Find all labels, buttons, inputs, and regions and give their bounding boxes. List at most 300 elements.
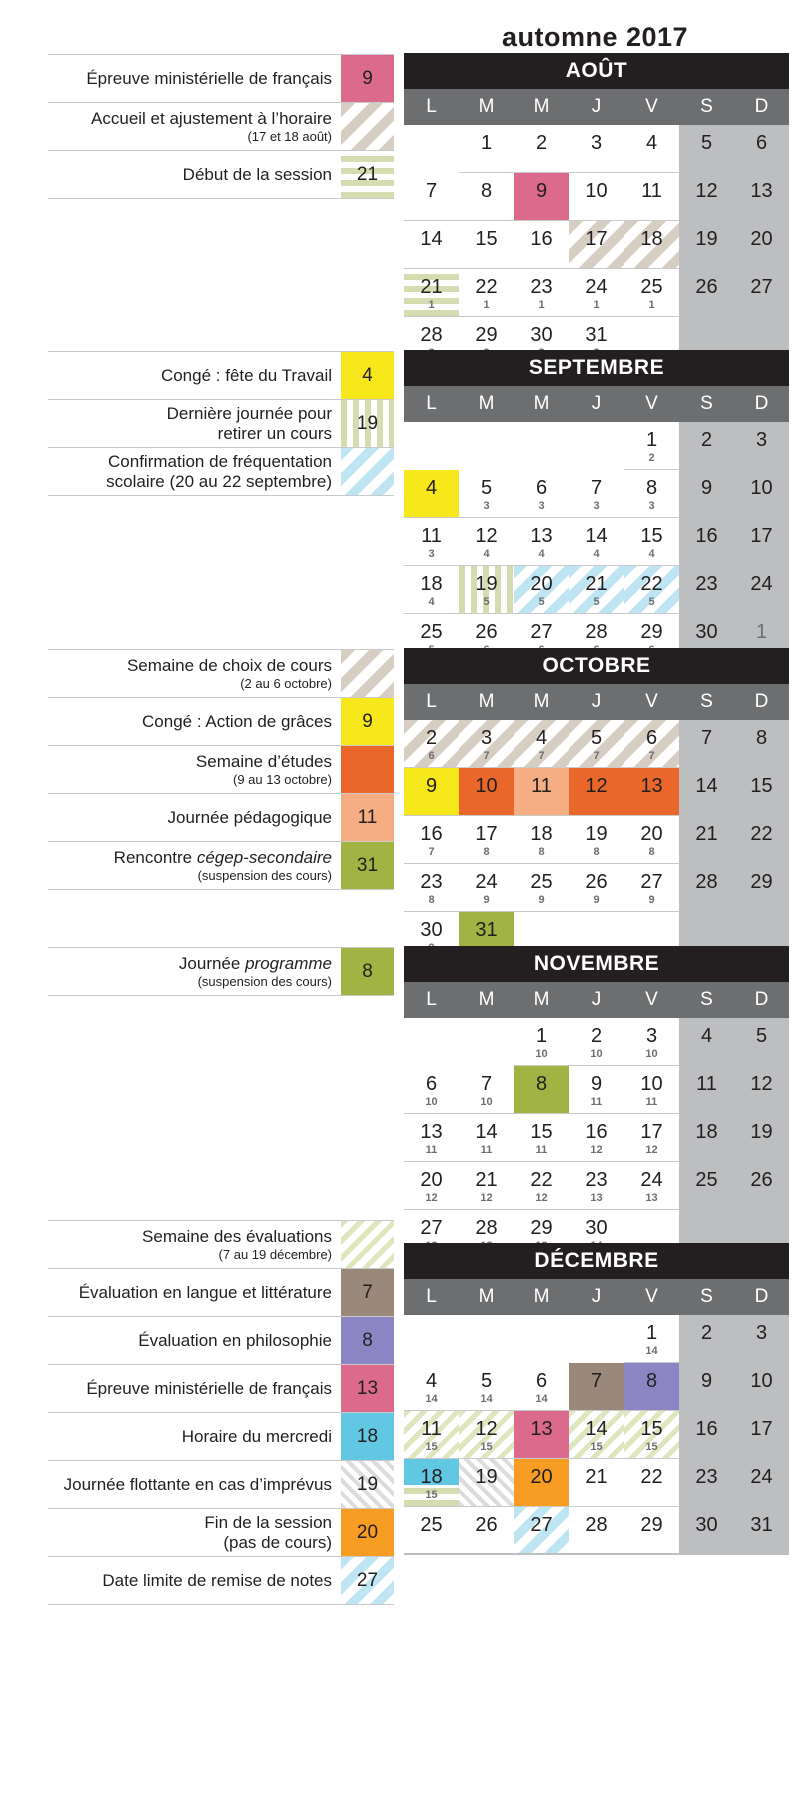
day-cell (514, 720, 569, 768)
legend-sublabel: retirer un cours (217, 423, 332, 443)
legend-text (161, 352, 332, 399)
day-cell (459, 470, 514, 518)
solid-orange-swatch-icon (341, 746, 394, 793)
day-number: 17 (585, 228, 608, 250)
day-cell (569, 816, 624, 864)
week-number: 2 (648, 452, 655, 464)
empty-cell (459, 422, 514, 470)
empty-cell (404, 422, 459, 470)
day-number: 6 (755, 132, 768, 154)
weekday-label: V (645, 1286, 658, 1307)
day-cell (734, 816, 789, 864)
week-number: 4 (538, 548, 545, 560)
day-cell (569, 720, 624, 768)
day-number: 28 (695, 871, 718, 893)
legend-4 (48, 1221, 394, 1605)
day-number: 27 (530, 1514, 553, 1536)
day-cell (459, 173, 514, 221)
day-cell (569, 1411, 624, 1459)
day-number: 23 (695, 573, 718, 595)
day-cell (404, 1507, 459, 1555)
legend-label: Congé : Action de grâces (142, 711, 332, 731)
weekday-label: J (591, 393, 602, 414)
weekday-label: D (754, 393, 769, 414)
weekday-label: V (645, 96, 658, 117)
diagonal-taupe-stripes-icon (341, 103, 394, 150)
month-name: SEPTEMBRE (404, 350, 789, 386)
day-cell (624, 1315, 679, 1363)
legend-text (167, 400, 332, 447)
day-cell (734, 1162, 789, 1210)
day-cell (514, 1018, 569, 1066)
day-number: 29 (640, 1514, 663, 1536)
empty-cell (569, 422, 624, 470)
weekday-header (404, 386, 789, 422)
day-cell (404, 1162, 459, 1210)
day-number: 4 (535, 727, 548, 749)
weekday-label: M (533, 1286, 550, 1307)
day-number: 21 (585, 573, 608, 595)
day-cell (734, 566, 789, 614)
day-number: 18 (640, 228, 663, 250)
day-number: 19 (475, 1466, 498, 1488)
week-number: 7 (648, 750, 655, 762)
day-cell (679, 269, 734, 317)
weekday-label: S (700, 691, 713, 712)
day-number: 1 (645, 429, 658, 451)
month-calendar (404, 350, 789, 662)
solid-yellow-swatch-icon (341, 698, 394, 745)
day-number: 25 (420, 621, 443, 643)
day-cell (679, 221, 734, 269)
month-name: NOVEMBRE (404, 946, 789, 982)
day-number: 30 (530, 324, 553, 346)
day-cell (624, 173, 679, 221)
day-number: 22 (750, 823, 773, 845)
week-number: 7 (538, 750, 545, 762)
week-number: 8 (538, 846, 545, 858)
day-cell (569, 1114, 624, 1162)
month-calendar (404, 53, 789, 365)
day-cell (679, 1162, 734, 1210)
day-number: 16 (695, 525, 718, 547)
week-number: 10 (590, 1048, 603, 1060)
weekday-header (404, 684, 789, 720)
day-number: 6 (645, 727, 658, 749)
day-number: 21 (695, 823, 718, 845)
week-number: 12 (425, 1192, 438, 1204)
day-number: 29 (640, 621, 663, 643)
day-number: 1 (645, 1322, 658, 1344)
week-number: 11 (425, 1144, 438, 1156)
week-number: 12 (590, 1144, 603, 1156)
day-number: 31 (750, 1514, 773, 1536)
weekday-label: L (426, 393, 437, 414)
legend-label: Journée flottante en cas d’imprévus (63, 1474, 332, 1494)
legend-item (48, 54, 394, 103)
day-number: 20 (750, 228, 773, 250)
week-number: 14 (480, 1393, 493, 1405)
legend-sublabel: (7 au 19 décembre) (218, 1247, 332, 1262)
week-number: 7 (593, 750, 600, 762)
day-number: 5 (755, 1025, 768, 1047)
day-cell (459, 1363, 514, 1411)
legend-sublabel: (suspension des cours) (197, 974, 332, 989)
empty-cell (459, 1018, 514, 1066)
day-number: 3 (590, 132, 603, 154)
day-number: 1 (535, 1025, 548, 1047)
day-cell (404, 518, 459, 566)
empty-cell (514, 1315, 569, 1363)
day-number: 29 (530, 1217, 553, 1239)
day-cell (569, 1459, 624, 1507)
week-number: 8 (428, 894, 435, 906)
weekday-label: M (478, 989, 495, 1010)
day-number: 15 (750, 775, 773, 797)
week-number: 12 (645, 1144, 658, 1156)
legend-sublabel: (2 au 6 octobre) (240, 676, 332, 691)
weekday-label: V (645, 393, 658, 414)
day-cell (679, 566, 734, 614)
day-number: 19 (585, 823, 608, 845)
day-cell (514, 1114, 569, 1162)
day-number: 23 (695, 1466, 718, 1488)
day-number: 5 (700, 132, 713, 154)
legend-chip-day: 9 (362, 67, 373, 89)
day-number: 25 (530, 871, 553, 893)
day-cell (514, 518, 569, 566)
day-number: 15 (475, 228, 498, 250)
day-number: 8 (480, 180, 493, 202)
week-number: 6 (428, 750, 435, 762)
legend-label: Évaluation en philosophie (138, 1330, 332, 1350)
day-cell (514, 1459, 569, 1507)
legend-text (106, 448, 332, 495)
day-number: 12 (585, 775, 608, 797)
day-cell (569, 1363, 624, 1411)
day-number: 25 (695, 1169, 718, 1191)
day-cell (569, 1018, 624, 1066)
day-number: 1 (480, 132, 493, 154)
solid-taupe-swatch-icon (341, 1269, 394, 1316)
day-number: 9 (700, 477, 713, 499)
day-cell (679, 1411, 734, 1459)
week-number: 13 (645, 1192, 658, 1204)
legend-3 (48, 948, 394, 996)
day-number: 10 (750, 477, 773, 499)
day-cell (459, 864, 514, 912)
day-number: 2 (535, 132, 548, 154)
day-cell (679, 173, 734, 221)
day-cell (514, 125, 569, 173)
day-cell (679, 422, 734, 470)
empty-cell (404, 1315, 459, 1363)
empty-cell (459, 1315, 514, 1363)
day-cell (514, 269, 569, 317)
weekday-label: S (700, 1286, 713, 1307)
legend-text (64, 1461, 332, 1508)
day-number: 9 (590, 1073, 603, 1095)
day-number: 30 (420, 919, 443, 941)
day-cell (569, 1507, 624, 1555)
legend-label: Semaine des évaluations (142, 1227, 332, 1246)
weekday-label: L (426, 989, 437, 1010)
day-number: 23 (585, 1169, 608, 1191)
day-cell (624, 125, 679, 173)
weekday-label: S (700, 393, 713, 414)
legend-label: Dernière journée pour (166, 403, 332, 423)
day-cell (679, 1507, 734, 1555)
month-name: DÉCEMBRE (404, 1243, 789, 1279)
horizontal-green-stripes-icon (341, 151, 394, 198)
day-cell (679, 1459, 734, 1507)
weekday-label: D (754, 691, 769, 712)
solid-yellow-swatch-icon (341, 352, 394, 399)
day-number: 24 (750, 1466, 773, 1488)
legend-0 (48, 55, 394, 199)
legend-label: Accueil et ajustement à l’horaire (91, 109, 332, 128)
day-cell (514, 1411, 569, 1459)
month-name: AOÛT (404, 53, 789, 89)
legend-text (142, 1221, 332, 1268)
legend-chip-day: 8 (362, 1329, 373, 1351)
day-cell (514, 221, 569, 269)
day-cell (459, 518, 514, 566)
week-number: 5 (593, 596, 600, 608)
day-number: 11 (641, 180, 662, 202)
week-number: 15 (425, 1441, 438, 1453)
legend-item (48, 1268, 394, 1317)
day-cell (404, 269, 459, 317)
day-number: 8 (755, 727, 768, 749)
day-cell (404, 470, 459, 518)
legend-label: Congé : fête du Travail (160, 365, 332, 385)
legend-item (48, 841, 394, 890)
legend-sublabel: (9 au 13 octobre) (232, 772, 332, 787)
day-number: 20 (530, 573, 553, 595)
day-cell (514, 1066, 569, 1114)
month-calendar (404, 946, 789, 1258)
legend-item (48, 351, 394, 400)
day-number: 2 (700, 429, 713, 451)
legend-item (48, 1364, 394, 1413)
day-number: 23 (530, 276, 553, 298)
day-cell (679, 1315, 734, 1363)
day-number: 13 (750, 180, 773, 202)
week-number: 14 (535, 1393, 548, 1405)
legend-sublabel: (suspension des cours) (197, 868, 332, 883)
day-cell (404, 1459, 459, 1507)
week-number: 3 (428, 548, 435, 560)
day-cell (734, 1363, 789, 1411)
legend-chip-day: 18 (356, 1425, 379, 1447)
day-number: 6 (425, 1073, 438, 1095)
day-cell (404, 1411, 459, 1459)
day-cell (404, 816, 459, 864)
week-number: 1 (648, 299, 655, 311)
day-cell (734, 1459, 789, 1507)
legend-text (196, 746, 332, 793)
month-name: OCTOBRE (404, 648, 789, 684)
day-cell (459, 720, 514, 768)
day-number: 15 (530, 1121, 553, 1143)
legend-item (48, 102, 394, 151)
day-cell (624, 768, 679, 816)
day-cell (404, 768, 459, 816)
day-number: 22 (640, 1466, 663, 1488)
legend-text (79, 1269, 332, 1316)
day-number: 8 (645, 477, 658, 499)
day-number: 18 (530, 823, 553, 845)
solid-peach-swatch-icon (341, 794, 394, 841)
day-number: 13 (530, 1418, 553, 1440)
legend-item (48, 649, 394, 698)
day-cell (514, 1162, 569, 1210)
day-number: 28 (585, 621, 608, 643)
legend-item (48, 745, 394, 794)
weekday-label: M (533, 691, 550, 712)
legend-chip-day: 20 (356, 1521, 379, 1543)
day-cell (569, 173, 624, 221)
day-grid (404, 125, 789, 365)
weekday-label: V (645, 691, 658, 712)
day-number: 31 (475, 919, 498, 941)
day-number: 28 (475, 1217, 498, 1239)
week-number: 15 (590, 1441, 603, 1453)
day-cell (404, 864, 459, 912)
day-number: 14 (695, 775, 718, 797)
day-number: 5 (480, 477, 493, 499)
day-number: 14 (475, 1121, 498, 1143)
day-number: 17 (750, 525, 773, 547)
day-cell (734, 864, 789, 912)
day-number: 21 (420, 276, 443, 298)
day-cell (514, 864, 569, 912)
week-number: 1 (428, 299, 435, 311)
day-cell (459, 221, 514, 269)
day-number: 11 (421, 525, 442, 547)
day-number: 10 (750, 1370, 773, 1392)
day-cell (624, 1114, 679, 1162)
day-number: 2 (590, 1025, 603, 1047)
week-number: 5 (483, 596, 490, 608)
weekday-label: M (478, 96, 495, 117)
day-number: 30 (585, 1217, 608, 1239)
day-cell (734, 1018, 789, 1066)
day-cell (459, 816, 514, 864)
legend-text (138, 1317, 332, 1364)
day-cell (624, 566, 679, 614)
week-number: 4 (648, 548, 655, 560)
legend-label: Journée pédagogique (167, 807, 332, 827)
week-number: 7 (483, 750, 490, 762)
legend-chip-day: 9 (362, 710, 373, 732)
day-number: 8 (645, 1370, 658, 1392)
day-number: 16 (585, 1121, 608, 1143)
grey-lattice-pattern-icon (341, 1461, 394, 1508)
legend-2 (48, 650, 394, 890)
week-number: 5 (538, 596, 545, 608)
day-number: 3 (755, 429, 768, 451)
day-grid (404, 422, 789, 662)
day-number: 30 (695, 1514, 718, 1536)
day-number: 19 (475, 573, 498, 595)
day-cell (404, 173, 459, 221)
legend-item (48, 1316, 394, 1365)
legend-label: Épreuve ministérielle de français (86, 68, 332, 88)
day-number: 29 (750, 871, 773, 893)
diagonal-blue-stripes-icon (341, 1557, 394, 1604)
day-cell (514, 1363, 569, 1411)
day-number: 11 (531, 775, 552, 797)
day-number: 4 (425, 1370, 438, 1392)
day-number: 28 (585, 1514, 608, 1536)
week-number: 13 (590, 1192, 603, 1204)
weekday-label: D (754, 96, 769, 117)
day-cell (514, 768, 569, 816)
day-number: 26 (750, 1169, 773, 1191)
day-cell (734, 1411, 789, 1459)
legend-label: Semaine de choix de cours (126, 656, 332, 675)
legend-text (168, 794, 332, 841)
day-number: 11 (421, 1418, 442, 1440)
weekday-label: M (533, 393, 550, 414)
legend-chip-day: 19 (356, 1473, 379, 1495)
legend-chip-day: 19 (356, 412, 379, 434)
day-cell (569, 125, 624, 173)
weekday-label: J (591, 96, 602, 117)
legend-label: Date limite de remise de notes (102, 1570, 332, 1590)
legend-label: Confirmation de fréquentation (108, 451, 332, 471)
day-cell (624, 518, 679, 566)
legend-label: Journée programme (178, 954, 332, 973)
day-number: 26 (475, 1514, 498, 1536)
day-grid (404, 720, 789, 960)
day-number: 20 (420, 1169, 443, 1191)
month-calendar (404, 1243, 789, 1555)
week-number: 3 (483, 500, 490, 512)
empty-cell (404, 1018, 459, 1066)
week-number: 11 (480, 1144, 493, 1156)
day-cell (679, 768, 734, 816)
week-number: 15 (480, 1441, 493, 1453)
day-cell (624, 269, 679, 317)
day-cell (734, 1507, 789, 1555)
week-number: 9 (648, 894, 655, 906)
day-cell (514, 173, 569, 221)
day-number: 16 (420, 823, 443, 845)
day-number: 4 (700, 1025, 713, 1047)
day-number: 10 (640, 1073, 663, 1095)
week-number: 8 (593, 846, 600, 858)
legend-chip-day: 13 (356, 1377, 379, 1399)
week-number: 10 (425, 1096, 438, 1108)
week-number: 1 (483, 299, 490, 311)
day-cell (624, 1507, 679, 1555)
weekday-label: M (478, 691, 495, 712)
legend-chip-day: 21 (356, 163, 379, 185)
week-number: 11 (590, 1096, 603, 1108)
day-cell (569, 864, 624, 912)
empty-cell (404, 125, 459, 173)
legend-label: Horaire du mercredi (181, 1426, 332, 1446)
day-cell (679, 816, 734, 864)
empty-cell (514, 422, 569, 470)
day-number: 14 (585, 1418, 608, 1440)
day-number: 24 (585, 276, 608, 298)
day-number: 6 (535, 1370, 548, 1392)
day-cell (679, 1363, 734, 1411)
